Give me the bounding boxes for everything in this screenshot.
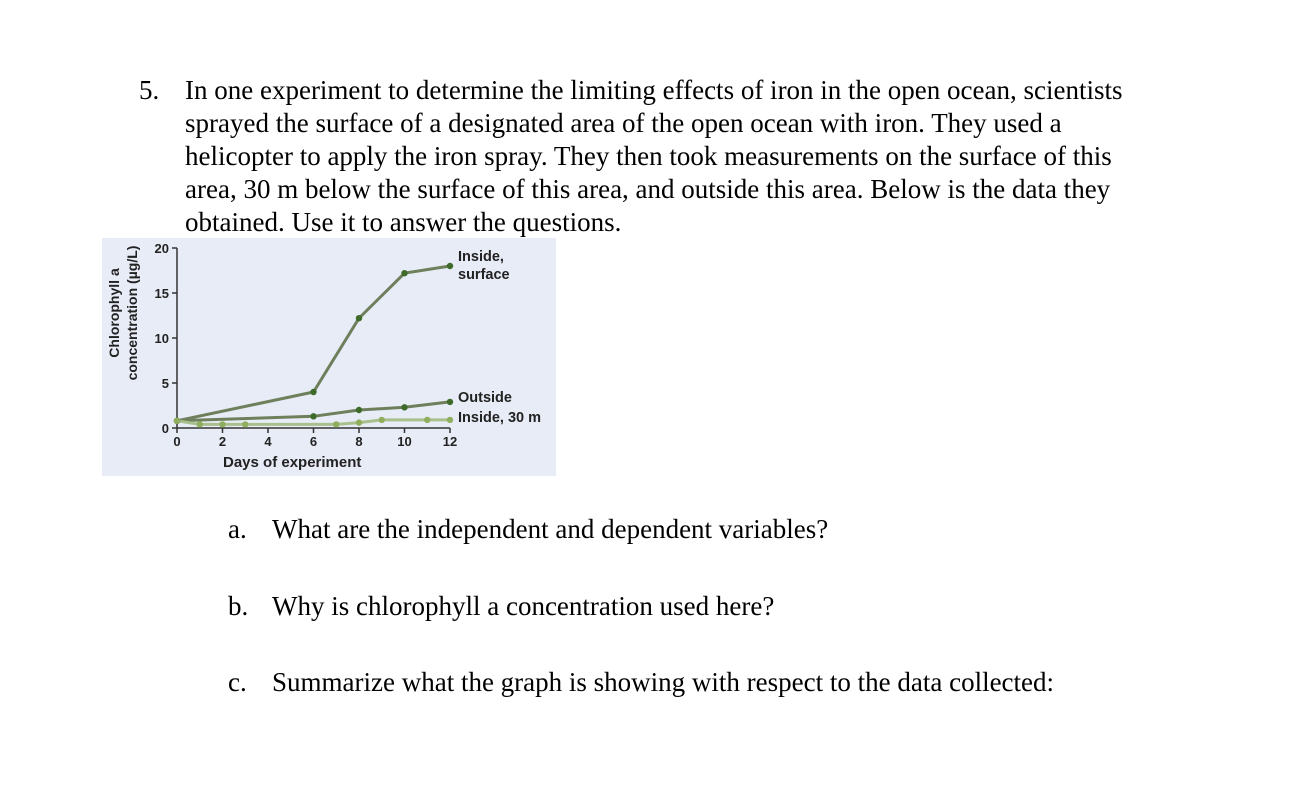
subquestion-letter: b. (228, 591, 249, 621)
data-point (447, 263, 453, 269)
question-line: helicopter to apply the iron spray. They then took measurements on the surface of this (185, 141, 1112, 171)
y-tick-label: 5 (161, 376, 169, 391)
subquestion-letter: a. (228, 514, 247, 544)
x-tick-label: 12 (442, 434, 458, 449)
data-point (219, 421, 225, 427)
y-axis-label-line2: concentration (µg/L) (124, 245, 140, 381)
data-point (333, 421, 339, 427)
question-line: sprayed the surface of a designated area of the open ocean with iron. They used a (185, 108, 1062, 138)
chlorophyll-chart (102, 238, 556, 476)
x-tick-label: 10 (397, 434, 412, 449)
y-tick-label: 10 (154, 331, 169, 346)
subquestion-letter: c. (228, 667, 247, 697)
subquestion-text: Summarize what the graph is showing with respect to the data collected: (272, 667, 1055, 697)
data-point (447, 399, 453, 405)
data-point (174, 418, 180, 424)
data-point (379, 417, 385, 423)
data-point (447, 417, 453, 423)
y-tick-label: 15 (154, 286, 169, 301)
y-axis-label-line1: Chlorophyll a (106, 268, 122, 358)
x-tick-label: 0 (173, 434, 181, 449)
question-line: obtained. Use it to answer the questions. (185, 207, 622, 237)
data-point (310, 389, 316, 395)
x-tick-label: 6 (309, 434, 318, 449)
data-point (356, 419, 362, 425)
y-tick-label: 0 (161, 421, 169, 436)
subquestion-text: What are the independent and dependent variables? (272, 514, 829, 544)
series-label: Inside, 30 m (458, 410, 542, 426)
data-point (242, 421, 248, 427)
x-axis-label: Days of experiment (223, 454, 362, 471)
data-point (356, 407, 362, 413)
subquestion-text: Why is chlorophyll a concentration used here? (272, 591, 775, 621)
x-tick-label: 4 (264, 434, 272, 449)
data-point (310, 413, 316, 419)
question-line: In one experiment to determine the limiting effects of iron in the open ocean, scientists (185, 75, 1123, 105)
x-tick-label: 2 (218, 434, 227, 449)
data-point (197, 421, 203, 427)
x-tick-label: 8 (355, 434, 363, 449)
data-point (401, 270, 407, 276)
series-label: Outside (458, 390, 512, 406)
series-label: Inside, (458, 249, 504, 265)
question-line: area, 30 m below the surface of this area, and outside this area. Below is the data they (185, 174, 1111, 204)
series-label: surface (458, 267, 510, 283)
data-point (424, 417, 430, 423)
chart-svg (102, 238, 556, 476)
question-text (185, 74, 1195, 239)
data-point (401, 404, 407, 410)
data-point (356, 315, 362, 321)
y-tick-label: 20 (154, 241, 169, 256)
question-number: 5. (139, 75, 160, 105)
